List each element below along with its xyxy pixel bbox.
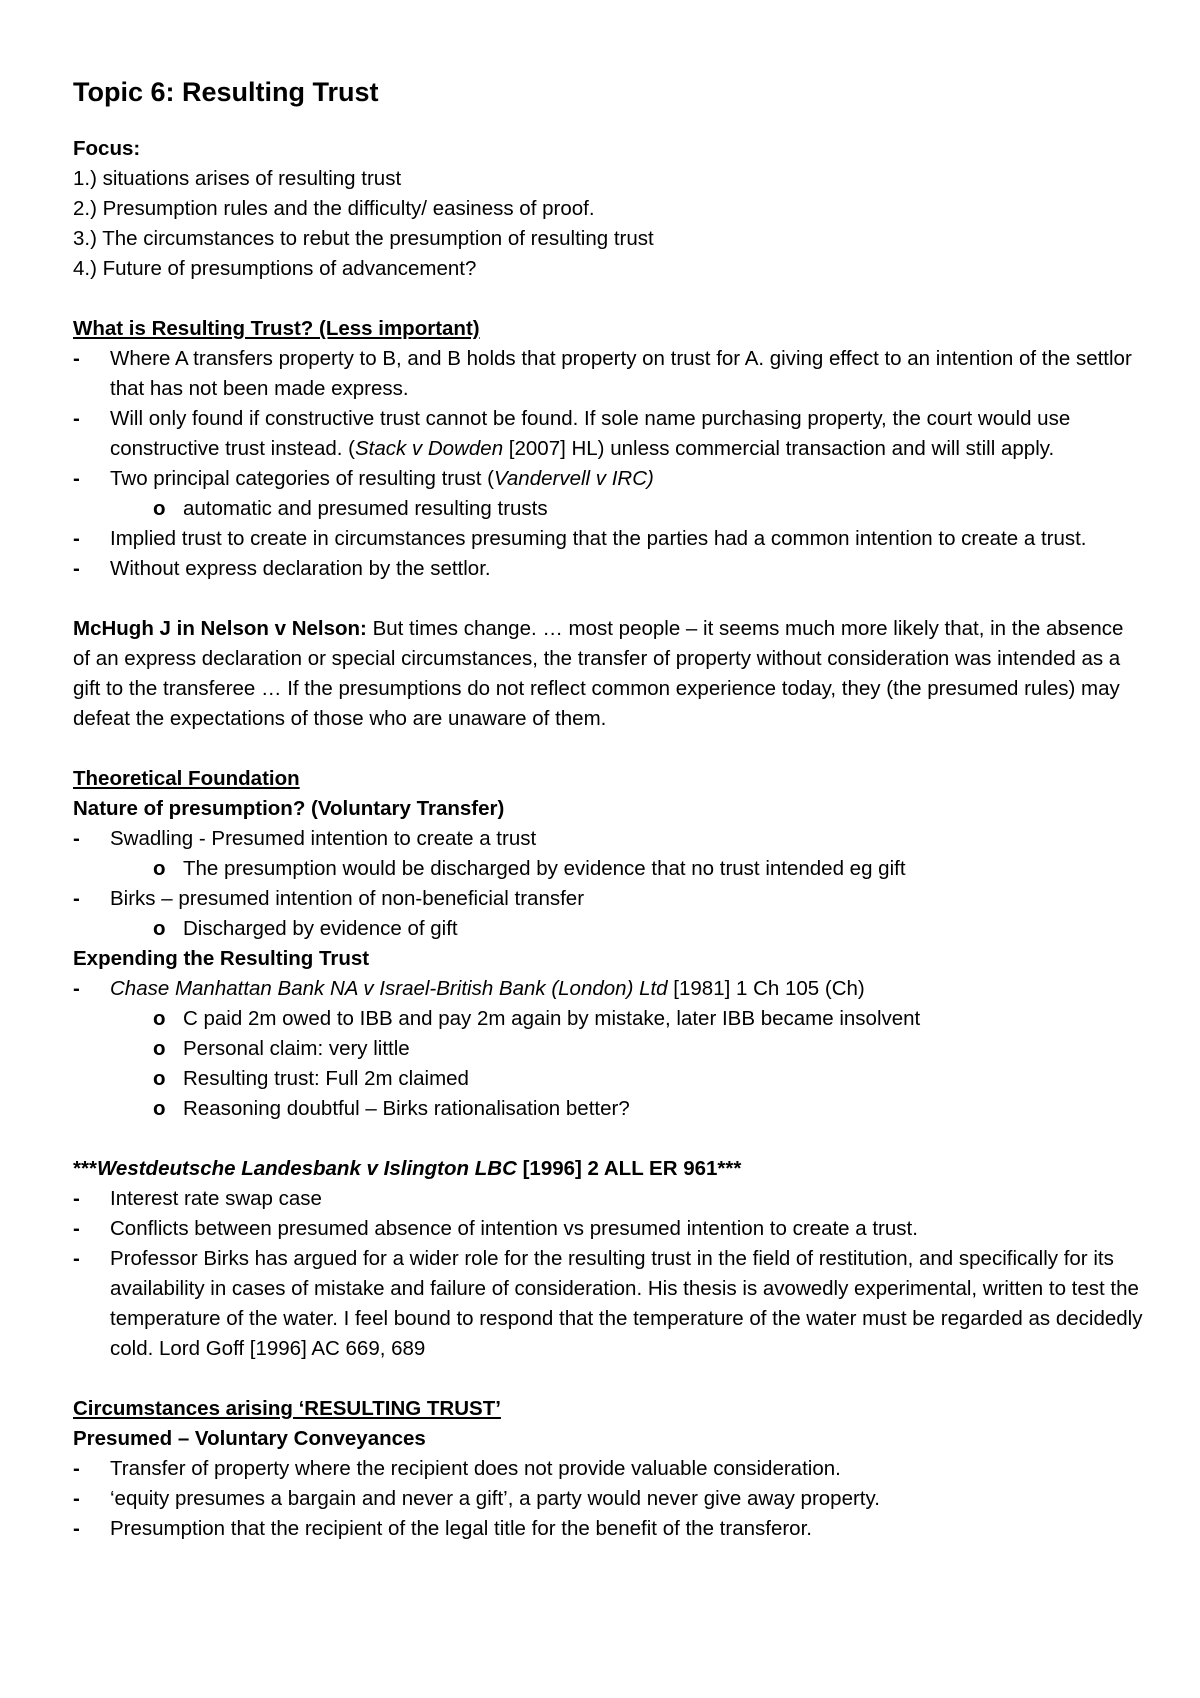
bullet-item: - Without express declaration by the settlor.	[73, 554, 1145, 584]
bullet-item	[73, 464, 1145, 494]
circumstances-section	[73, 1394, 1145, 1544]
bullet-item: - Conflicts between presumed absence of intention vs presumed intention to create a trust.	[73, 1214, 1145, 1244]
focus-section	[73, 134, 1145, 284]
theory-section	[73, 764, 1145, 944]
case-name: Stack v Dowden	[354, 437, 504, 460]
document-content	[73, 74, 1145, 1544]
focus-item: 3.) The circumstances to rebut the presumption of resulting trust	[73, 227, 654, 250]
what-is-section	[73, 314, 1145, 584]
subheading: Expending the Resulting Trust	[73, 947, 370, 970]
bullet-item: - Where A transfers property to B, and B holds that property on trust for A. giving effect to an intention of the settlor that has not been made express.	[73, 344, 1145, 404]
bullet-item: - Presumption that the recipient of the legal title for the benefit of the transferor.	[73, 1514, 1145, 1544]
case-name: Vandervell v IRC)	[493, 467, 654, 490]
focus-item: 2.) Presumption rules and the difficulty/ easiness of proof.	[73, 197, 595, 220]
focus-item: 4.) Future of presumptions of advancement?	[73, 257, 477, 280]
text: Two principal categories of resulting trust (	[110, 467, 494, 490]
westdeutsche-section	[73, 1154, 1145, 1364]
bullet-item	[73, 974, 1145, 1004]
bullet-item: - Interest rate swap case	[73, 1184, 1145, 1214]
case-heading	[73, 1154, 1145, 1184]
text: Will only found if constructive trust cannot be found. If sole name purchasing property, the court would use constructive trust instead. (	[110, 407, 1071, 460]
bullet-item: - Professor Birks has argued for a wider role for the resulting trust in the field of restitution, and specifically for its availability in cases of mistake and failure of consideration. His thesis is avowedly experimental, written to test the temperature of the water. I feel bound to respond that the temperature of the water must be regarded as decidedly cold. Lord Goff [1996] AC 669, 689	[73, 1244, 1145, 1364]
focus-item: 1.) situations arises of resulting trust	[73, 167, 402, 190]
text: [2007] HL) unless commercial transaction and will still apply.	[503, 437, 1055, 460]
sub-bullet-item: o Discharged by evidence of gift	[73, 914, 1145, 944]
quote-paragraph	[73, 614, 1145, 734]
section-heading: Theoretical Foundation	[73, 767, 300, 790]
bullet-item: - Swadling - Presumed intention to create a trust	[73, 824, 1145, 854]
bullet-item: - ‘equity presumes a bargain and never a gift’, a party would never give away property.	[73, 1484, 1145, 1514]
bullet-item: - Birks – presumed intention of non-beneficial transfer	[73, 884, 1145, 914]
case-name: Chase Manhattan Bank NA v Israel-British Bank (London) Ltd	[110, 977, 668, 1000]
sub-bullet-item: o Reasoning doubtful – Birks rationalisation better?	[73, 1094, 1145, 1124]
subheading: Nature of presumption? (Voluntary Transfer)	[73, 797, 505, 820]
sub-bullet-item: o The presumption would be discharged by evidence that no trust intended eg gift	[73, 854, 1145, 884]
expending-section	[73, 944, 1145, 1124]
quote-lead: McHugh J in Nelson v Nelson:	[73, 617, 367, 640]
subheading: Presumed – Voluntary Conveyances	[73, 1427, 426, 1450]
bullet-item: - Implied trust to create in circumstances presuming that the parties had a common intention to create a trust.	[73, 524, 1145, 554]
citation: [1981] 1 Ch 105 (Ch)	[667, 977, 865, 1000]
bullet-item	[73, 404, 1145, 464]
sub-bullet-item: o C paid 2m owed to IBB and pay 2m again by mistake, later IBB became insolvent	[73, 1004, 1145, 1034]
section-heading: What is Resulting Trust? (Less important)	[73, 317, 480, 340]
citation: [1996] 2 ALL ER 961***	[516, 1157, 742, 1180]
sub-bullet-item: o Personal claim: very little	[73, 1034, 1145, 1064]
stars: ***	[73, 1157, 97, 1180]
case-name: Westdeutsche Landesbank v Islington LBC	[96, 1157, 517, 1180]
sub-bullet-item: o automatic and presumed resulting trusts	[73, 494, 1145, 524]
sub-bullet-item: o Resulting trust: Full 2m claimed	[73, 1064, 1145, 1094]
bullet-item: - Transfer of property where the recipient does not provide valuable consideration.	[73, 1454, 1145, 1484]
focus-heading: Focus:	[73, 137, 141, 160]
quote-text: But times change. … most people – it seems much more likely that, in the absence of an express declaration or special circumstances, the transfer of property without consideration was intended as a gift to the transferee … If the presumptions do not reflect common experience today, they (the presumed rules) may defeat the expectations of those who are unaware of them.	[73, 617, 1124, 730]
section-heading: Circumstances arising ‘RESULTING TRUST’	[73, 1397, 501, 1420]
page-title: Topic 6: Resulting Trust	[73, 77, 379, 107]
